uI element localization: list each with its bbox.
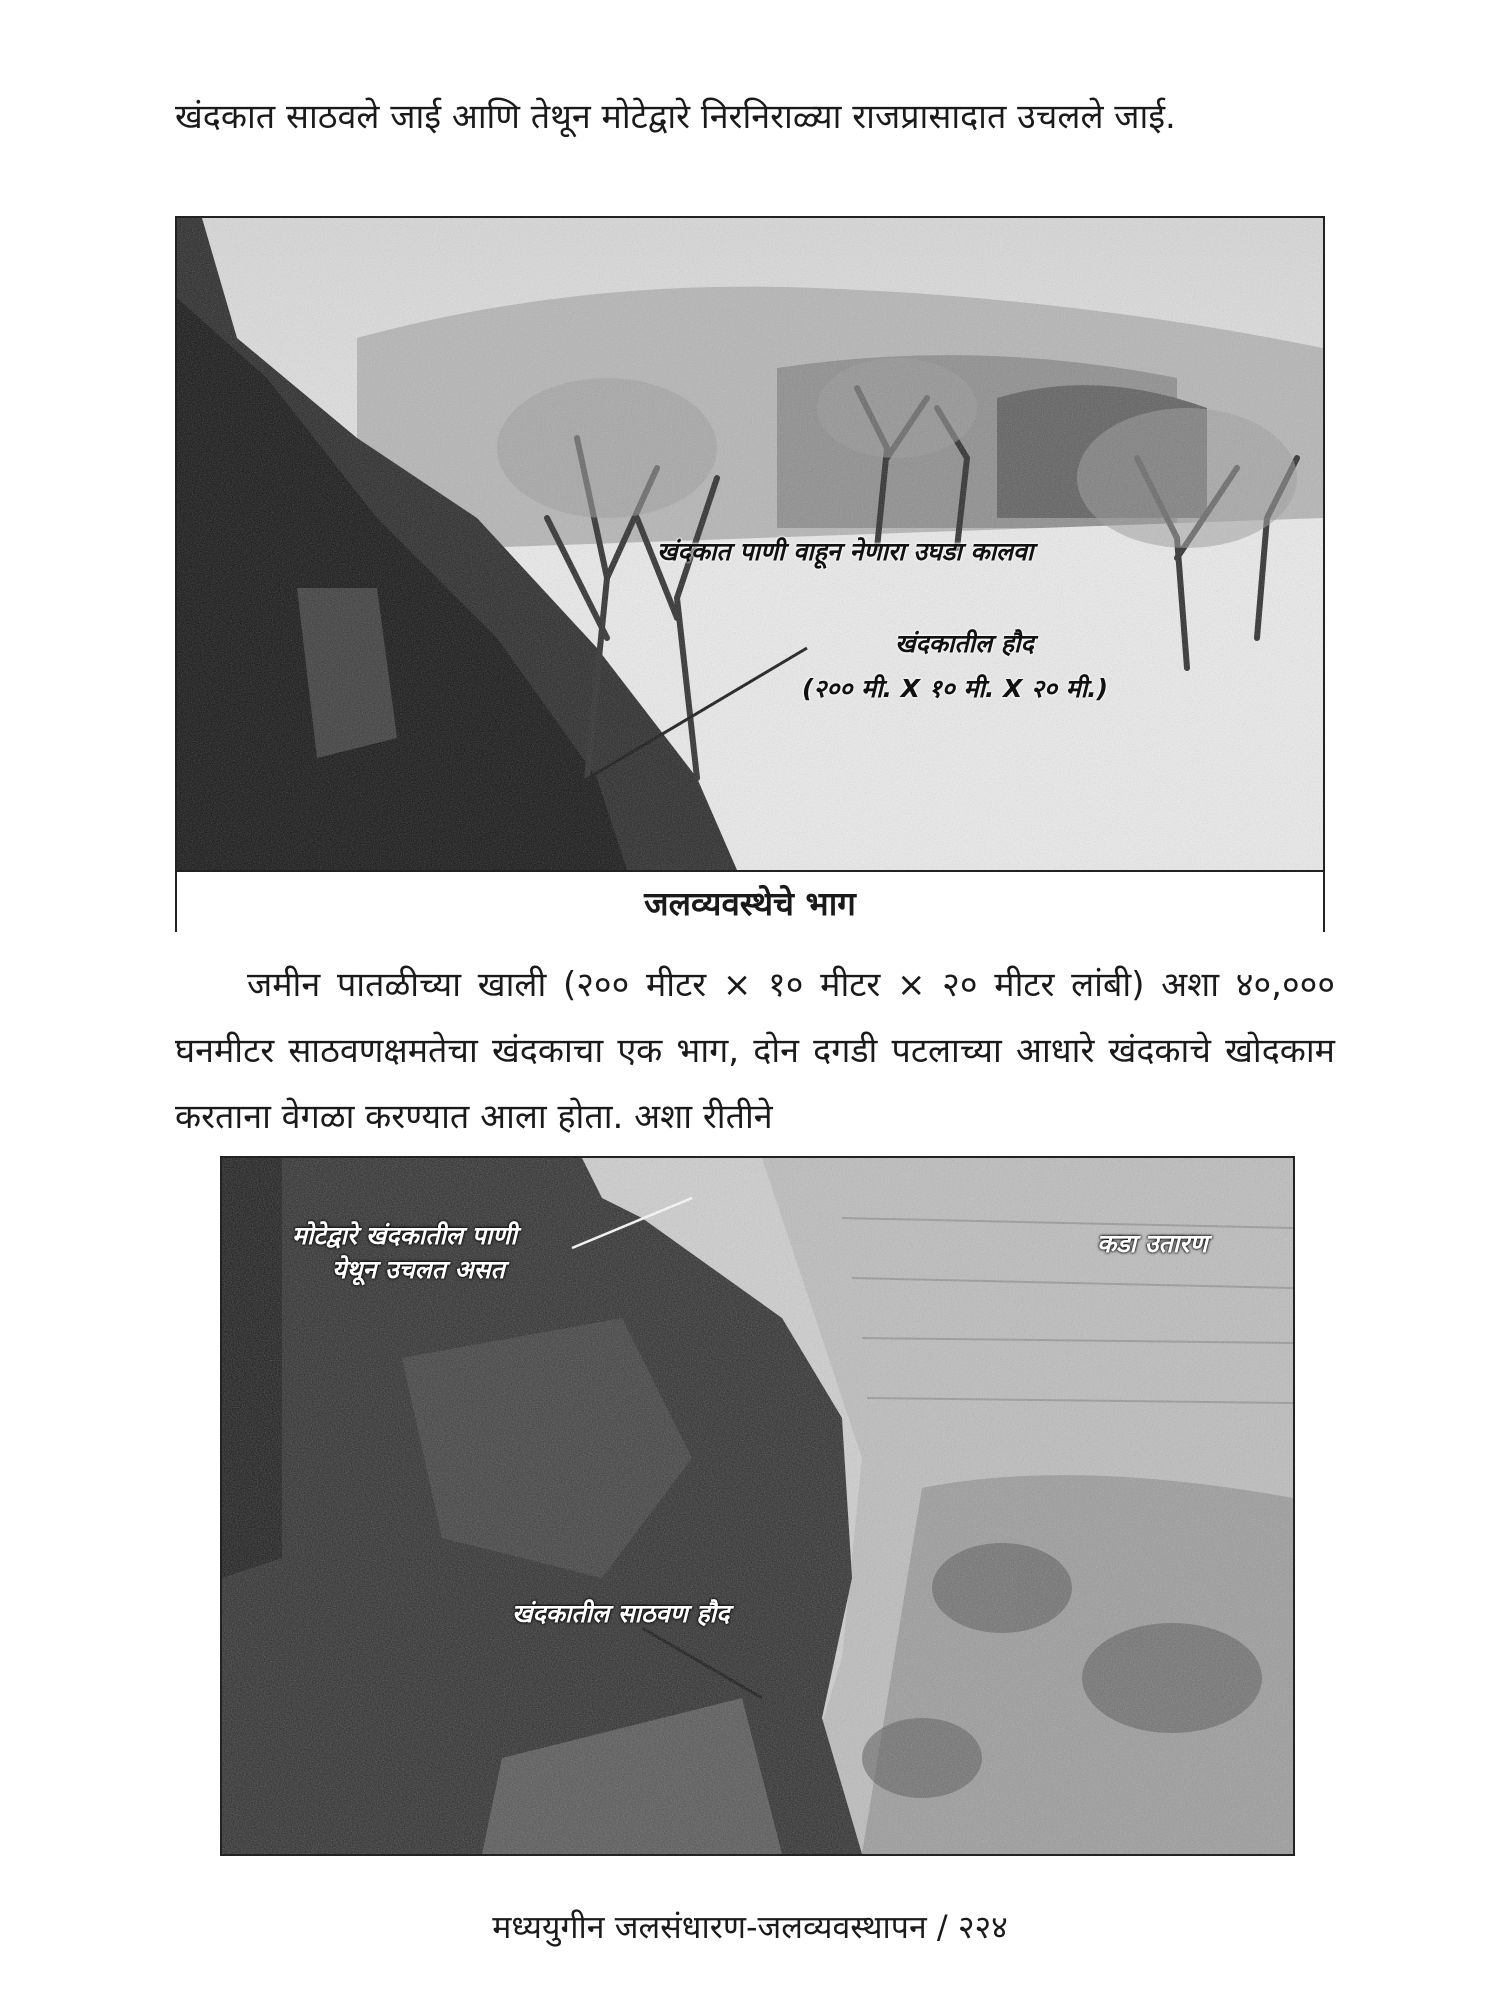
label-storage-tank: खंदकातील साठवण हौद <box>512 1599 730 1628</box>
paragraph-intro: खंदकात साठवले जाई आणि तेथून मोटेद्वारे निरनिराळ्या राजप्रासादात उचलले जाई. <box>175 97 1176 137</box>
label-open-canal: खंदकात पाणी वाहून नेणारा उघडा कालवा <box>657 537 1034 566</box>
paragraph-storage: जमीन पातळीच्या खाली (२०० मीटर × १० मीटर × २० मीटर लांबी) अशा ४०,००० घनमीटर साठवणक्षमतेचा खंदकाचा एक भाग, दोन दगडी पटलाच्या आधारे खंदकाचे खोदकाम करताना वेगळा करण्यात आला होता. अशा रीतीने <box>175 965 1335 1137</box>
figure-water-system-parts <box>175 216 1325 932</box>
label-tank-dimensions: (२०० मी. X १० मी. X २० मी.) <box>802 674 1109 703</box>
label-lift-point-line2: येथून उचलत असत <box>332 1255 505 1284</box>
label-cliff-descent: कडा उतारण <box>1097 1229 1208 1258</box>
figure-caption: जलव्यवस्थेचे भाग <box>177 870 1323 932</box>
figure-moat-storage <box>220 1156 1295 1856</box>
label-moat-tank: खंदकातील हौद <box>895 629 1034 658</box>
label-lift-point-line1: मोटेद्वारे खंदकातील पाणी <box>292 1221 517 1250</box>
page-footer: मध्ययुगीन जलसंधारण-जलव्यवस्थापन / २२४ <box>492 1908 1008 1946</box>
